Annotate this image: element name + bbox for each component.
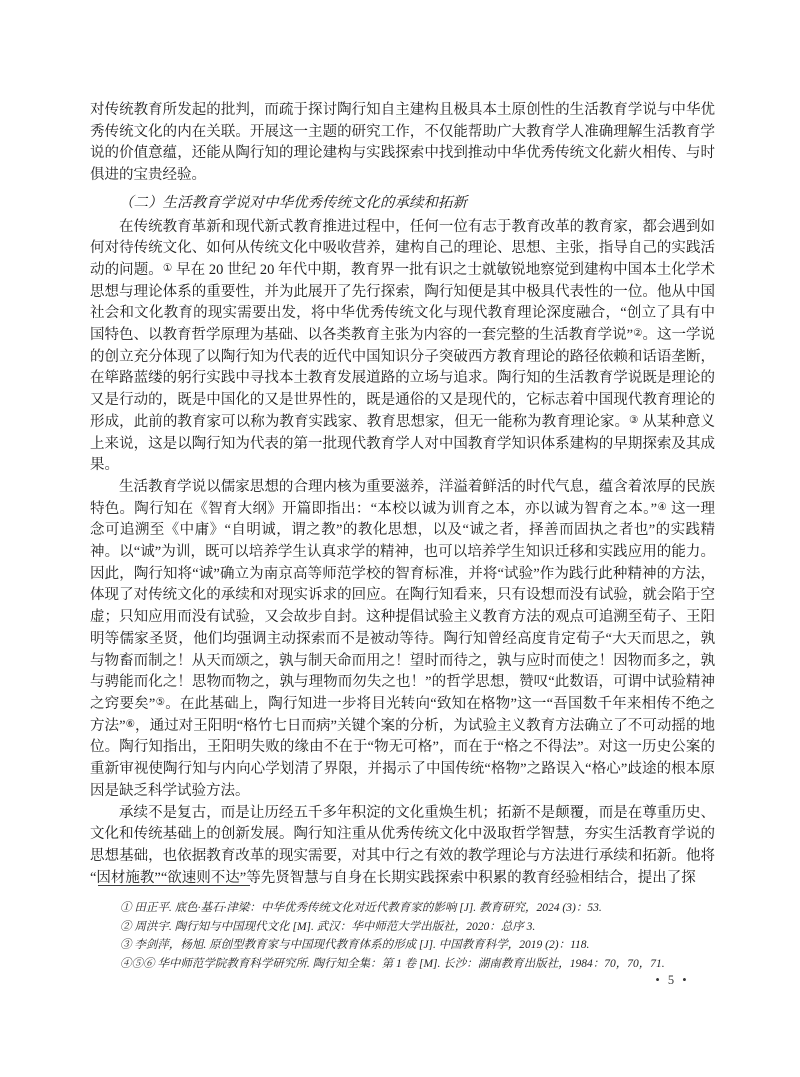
paragraph: 承续不是复古，而是让历经五千多年积淀的文化重焕生机；拓新不是颠覆，而是在尊重历史、文化和传统基础上的创新发展。陶行知注重从优秀传统文化中汲取哲学智慧，夯实生活教育学说的思想基础，也依据教育改革的现实需要，对其中行之有效的教学理论与方法进行承续和拓新。他将“因材施教”“欲速则不达”等先贤智慧与自身在长期实践探索中积累的教育经验相结合，提出了探 (90, 804, 715, 886)
footnote-item: ④⑤⑥ 华中师范学院教育科学研究所. 陶行知全集：第 1 卷 [M]. 长沙：湖南教育出版社，1984：70，70，71. (120, 957, 665, 970)
paragraph: 在传统教育革新和现代新式教育推进过程中，任何一位有志于教育改革的教育家，都会遇到如何对待传统文化、如何从传统文化中吸收营养，建构自己的理论、思想、主张，指导自己的实践活动的问题。① 早在 20 世纪 20 年代中期，教育界一批有识之士就敏锐地察觉到建构中国本土化学术思想与理论体系的重要性，并为此展开了先行探索，陶行知便是其中极具代表性的一位。他从中国社会和文化教育的现实需要出发，将中华优秀传统文化与现代教育理论深度融合，“创立了具有中国特色、以教育哲学原理为基础、以各类教育主张为内容的一套完整的生活教育学说”②。这一学说的创立充分体现了以陶行知为代表的近代中国知识分子突破西方教育理论的路径依赖和话语垄断，在筚路蓝缕的躬行实践中寻找本土教育发展道路的立场与追求。陶行知的生活教育学说既是理论的又是行动的，既是中国化的又是世界性的，既是通俗的又是现代的，它标志着中国现代教育理论的形成，此前的教育家可以称为教育实践家、教育思想家，但无一能称为教育理论家。③ 从某种意义上来说，这是以陶行知为代表的第一批现代教育学人对中国教育学知识体系建构的早期探索及其成果。 (90, 218, 716, 474)
paragraph-continuation: 对传统教育所发起的批判，而疏于探讨陶行知自主建构且极具本土原创性的生活教育学说与中华优秀传统文化的内在关联。开展这一主题的研究工作，不仅能帮助广大教育学人准确理解生活教育学说的价值意蕴，还能从陶行知的理论建构与实践探索中找到推动中华优秀传统文化薪火相传、与时俱进的宝贵经验。 (90, 102, 715, 184)
footnote-separator (98, 885, 250, 886)
page-number: • 5 • (655, 973, 687, 987)
section-heading: （二）生活教育学说对中华优秀传统文化的承续和拓新 (119, 194, 467, 211)
page-content (90, 100, 715, 889)
paragraph: 生活教育学说以儒家思想的合理内核为重要滋养，洋溢着鲜活的时代气息，蕴含着浓厚的民族特色。陶行知在《智育大纲》开篇即指出：“本校以诚为训育之本，亦以诚为智育之本。”④ 这一理念可追溯至《中庸》“自明诚，谓之教”的教化思想，以及“诚之者，择善而固执之者也”的实践精神。以“诚”为训，既可以培养学生认真求学的精神，也可以培养学生知识迁移和实践应用的能力。因此，陶行知将“诚”确立为南京高等师范学校的智育标准，并将“试验”作为践行此种精神的方法，体现了对传统文化的承续和对现实诉求的回应。在陶行知看来，只有设想而没有试验，就会陷于空虚；只知应用而没有试验，又会故步自封。这种提倡试验主义教育方法的观点可追溯至荀子、王阳明等儒家圣贤，他们均强调主动探索而不是被动等待。陶行知曾经高度肯定荀子“大天而思之，孰与物畜而制之！从天而颂之，孰与制天命而用之！望时而待之，孰与应时而使之！因物而多之，孰与骋能而化之！思物而物之，孰与理物而勿失之也！”的哲学思想，赞叹“此数语，可谓中试验精神之窍要矣”⑤。在此基础上，陶行知进一步将目光转向“致知在格物”这一“吾国数千年来相传不绝之方法”⑥，通过对王阳明“格竹七日而病”关键个案的分析，为试验主义教育方法确立了不可动摇的地位。陶行知指出，王阳明失败的缘由不在于“物无可格”，而在于“格之不得法”。对这一历史公案的重新审视使陶行知与内向心学划清了界限，并揭示了中国传统“格物”之路误入“格心”歧途的根本原因是缺乏科学试验方法。 (90, 478, 716, 799)
footnote-item: ① 田正平. 底色·基石·津梁：中华优秀传统文化对近代教育家的影响 [J]. 教育研究，2024 (3)：53. (120, 902, 602, 914)
footnote-item: ③ 李剑萍，杨旭. 原创型教育家与中国现代教育体系的形成 [J]. 中国教育科学，2019 (2)：118. (120, 939, 590, 952)
footnote-item: ② 周洪宇. 陶行知与中国现代文化 [M]. 武汉：华中师范大学出版社，2020：总序 3. (120, 920, 536, 933)
footnotes-block (90, 899, 715, 973)
